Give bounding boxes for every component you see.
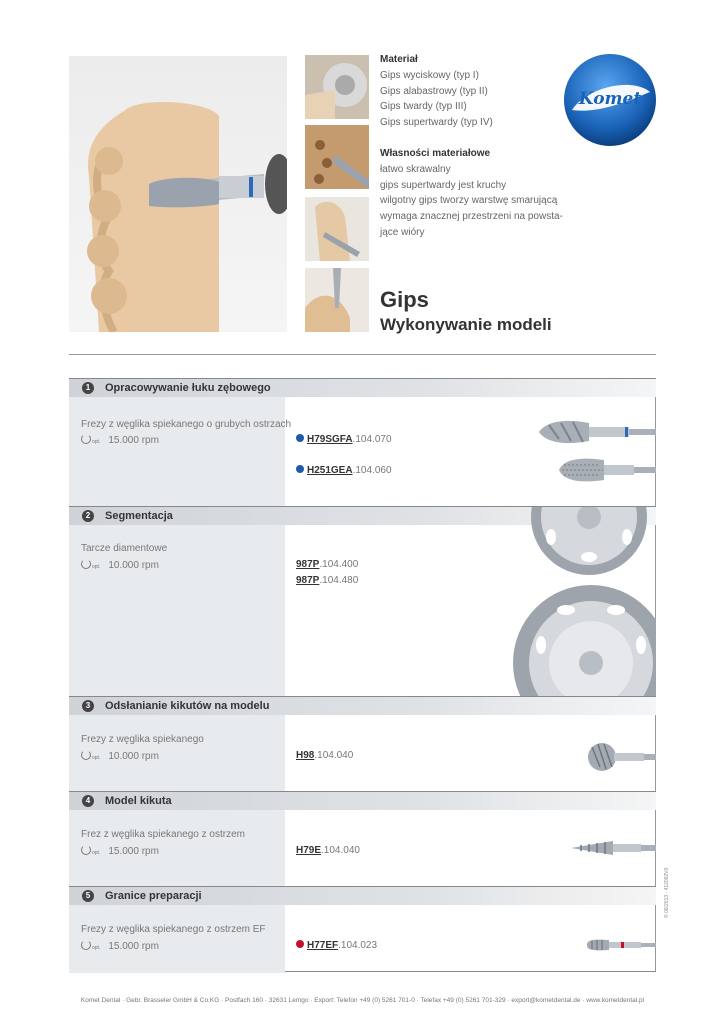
section-desc: Frezy z węglika spiekanego z ostrzem EF [81,924,266,935]
section-band [69,792,656,810]
property-item: gips supertwardy jest kruchy [380,179,507,191]
section-desc-panel [69,905,285,973]
section-number: 4 [82,795,94,807]
rpm-value: 15.000 rpm [108,435,159,446]
section-desc: Frez z węglika spiekanego z ostrzem [81,829,245,840]
product-code: H251GEA.104.060 [296,465,392,476]
rotation-icon [81,845,91,855]
thumb-photo-3 [305,197,369,261]
section-title: Segmentacja [105,510,173,522]
opt-label: opt. [92,755,101,761]
material-info [380,52,580,241]
property-item: wilgotny gips tworzy warstwę smarującą [380,195,558,207]
section-3 [69,697,656,791]
section-number: 3 [82,700,94,712]
document-code: © 06/2013 · 412092V0 [664,867,670,918]
section-5 [69,887,656,973]
section-number: 1 [82,382,94,394]
thumb-photo-1 [305,55,369,119]
rotation-icon [81,940,91,950]
rotation-icon [81,434,91,444]
section-band [69,379,656,397]
section-title: Granice preparacji [105,890,202,902]
rpm-value: 15.000 rpm [108,846,159,857]
product-code: H77EF.104.023 [296,940,377,951]
section-band [69,697,656,715]
section-2 [69,507,656,696]
section-title: Model kikuta [105,795,172,807]
bur-h79sgfa-image [539,417,656,452]
dot-red-icon [296,940,304,948]
product-code: H79SGFA.104.070 [296,434,392,445]
rotation-icon [81,559,91,569]
speed-info [81,434,159,446]
opt-label: opt. [92,564,101,570]
hero-photo [69,56,287,332]
page-title: Gips [380,287,429,312]
section-number: 2 [82,510,94,522]
rotation-icon [81,750,91,760]
section-desc-panel [69,397,285,506]
material-heading: Materiał [380,54,418,65]
opt-label: opt. [92,945,101,951]
product-code: H98.104.040 [296,750,354,761]
material-item: Gips alabastrowy (typ II) [380,85,488,97]
section-number: 5 [82,890,94,902]
speed-info [81,750,159,762]
speed-info [81,940,159,952]
properties-heading: Własności materiałowe [380,147,491,159]
diamond-disc-small-image [521,507,656,582]
bur-h77ef-image [587,935,656,960]
rpm-value: 15.000 rpm [108,941,159,952]
property-item: wymaga znacznej przestrzeni na powsta- [380,211,563,223]
speed-info [81,845,159,857]
footer-text: Komet Dental · Gebr. Brasseler GmbH & Co.KG · Postfach 160 · 32631 Lemgo · Export: Telefon +49 (0) 5261 701-0 · Telefax +49 (0) 5261 701-329 · export@kometdental.de · www.kometdental.pl [80,997,645,1004]
section-title: Opracowywanie łuku zębowego [105,382,271,394]
section-1 [69,379,656,506]
section-band [69,887,656,905]
komet-logo [562,52,658,148]
logo-text: Komet [578,89,642,109]
property-item: łatwo skrawalny [380,163,451,175]
bur-h98-image [586,739,656,780]
header-divider [69,354,656,355]
thumb-photo-4 [305,268,369,332]
rpm-value: 10.000 rpm [108,751,159,762]
rpm-value: 10.000 rpm [108,560,159,571]
diamond-disc-large-image [511,585,656,702]
bur-h79e-image [571,836,656,865]
section-desc: Frezy z węglika spiekanego [81,734,204,745]
material-item: Gips supertwardy (typ IV) [380,117,493,129]
product-code: 987P.104.480 [296,575,359,586]
procedure-table [69,378,656,972]
section-title: Odsłanianie kikutów na modelu [105,700,270,712]
product-code: H79E.104.040 [296,845,360,856]
dot-blue-icon [296,465,304,473]
material-item: Gips twardy (typ III) [380,101,467,113]
section-desc: Tarcze diamentowe [81,543,168,554]
section-4 [69,792,656,886]
opt-label: opt. [92,850,101,856]
opt-label: opt. [92,439,101,445]
bur-h251gea-image [559,455,656,490]
material-item: Gips wyciskowy (typ I) [380,69,479,81]
dot-blue-icon [296,434,304,442]
page-subtitle: Wykonywanie modeli [380,315,552,334]
product-code: 987P.104.400 [296,559,359,570]
section-desc: Frezy z węglika spiekanego o grubych ostrzach [81,419,292,430]
thumb-photo-2 [305,125,369,189]
speed-info [81,559,159,571]
property-item: jące wióry [380,226,425,238]
